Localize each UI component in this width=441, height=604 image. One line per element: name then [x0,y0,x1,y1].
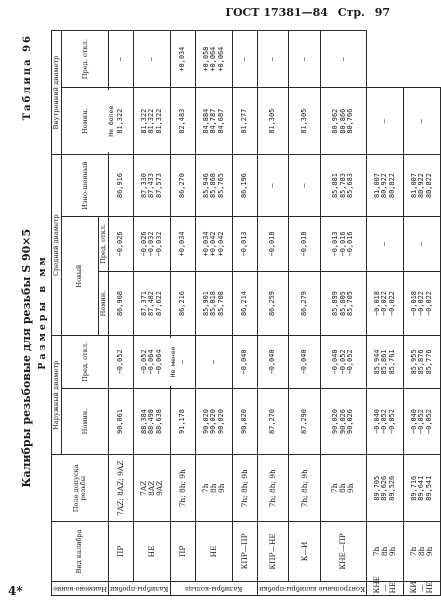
middle-nomin-value: 86,279 [299,291,308,316]
header-middle-diameter: Средний диаметр [52,155,62,336]
middle-worn-cell [109,155,134,217]
tolerance-cell [367,522,404,582]
middle-nomin-cell [367,336,404,388]
tolerance-value: 7h; 8h; 9h [299,469,309,508]
rotated-content-area [20,28,435,596]
outer-dev-cell [109,336,134,388]
group-label-cell [109,581,171,595]
middle-dev-value: −0,026 [116,231,125,257]
middle-dev-value: +0,034 [201,231,210,257]
group-label: Контрольные калибры-пробки [259,584,366,593]
middle-dev-cell [109,217,134,272]
middle-worn-value: — [299,183,308,188]
middle-nomin-value: 87,482 [147,291,156,316]
tolerance-value: 9AZ [155,480,165,496]
tolerance-value: 9h [217,483,227,493]
middle-dev-cell [171,217,196,272]
inner-dev-value: — [338,57,347,62]
outer-dev-value: −0,052 [380,409,389,434]
tolerance-cell [233,455,258,522]
middle-worn-value: 85,783 [338,173,347,198]
middle-worn-cell [196,155,233,217]
inner-nomin-cell [196,88,233,155]
tolerance-value: 9h [346,483,356,493]
outer-nomin-value: 90,026 [346,409,355,434]
outer-nomin-value: 90,026 [338,409,347,434]
middle-nomin-value: 85,861 [380,349,389,375]
middle-worn-value: 85,881 [331,173,340,198]
outer-dev-cell [171,336,196,388]
outer-dev-value: — [178,359,187,365]
inner-dev-value: — [417,119,426,124]
inner-dev-cell [134,31,171,88]
inner-nomin-value: 80,866 [338,108,347,134]
middle-worn-cell [404,217,441,272]
middle-worn-cell [171,155,196,217]
middle-worn-value: 85,683 [346,173,355,198]
middle-nomin-value: 85,899 [331,291,340,316]
outer-dev-cell [196,336,233,388]
middle-dev-value: −0,022 [417,291,426,316]
inner-dev-value: +0,064 [216,46,225,72]
middle-nomin-cell [404,336,441,388]
table-note: Не менее [170,338,177,385]
middle-nomin-value: 85,876 [417,349,426,375]
tolerance-cell [404,522,441,582]
outer-nomin-cell [320,388,366,455]
tolerance-value: 7h; 8h; 9h [268,469,278,508]
middle-dev-value: −0,022 [387,291,396,316]
gauge-type-cell: НЕ [196,522,233,582]
middle-nomin-cell [258,271,289,335]
inner-dev-cell [171,31,196,88]
header-inner-diameter: Внутренний диаметр [52,31,62,155]
middle-worn-value: 85,946 [201,173,210,198]
outer-nomin-value: 90,020 [209,409,218,434]
header-inner-dev: Пред. откл. [62,31,109,88]
header-middle-worn: Изно-шенный [62,155,109,217]
page-label: Стр. [337,6,365,19]
tolerance-value: 7h [409,546,419,557]
gauge-type-cell: КИ—НЕ [404,581,441,595]
middle-dev-cell [233,217,258,272]
tolerance-cell [289,455,320,522]
inner-nomin-value: 81,305 [268,108,277,134]
middle-nomin-cell [171,271,196,335]
page-number: 97 [374,6,390,19]
middle-dev-value: −0,032 [154,231,163,257]
middle-worn-cell [367,217,404,272]
tolerance-value: 8h [209,483,219,493]
header-outer-diameter: Наружный диаметр [52,336,62,455]
tolerance-cell [196,455,233,522]
table-row [404,31,441,596]
inner-nomin-value: 82,483 [178,108,187,134]
header-inner-nomin: Номин. [62,88,109,155]
middle-dev-value: −0,022 [424,291,433,316]
middle-worn-cell [258,155,289,217]
middle-dev-cell [367,271,404,335]
middle-dev-cell [134,217,171,272]
outer-dev-cell [233,336,258,388]
inner-nomin-cell [367,155,404,217]
middle-nomin-value: 86,259 [268,291,277,316]
header-outer-nomin: Номин. [62,388,109,455]
middle-worn-value: 85,765 [216,173,225,198]
inner-dev-value: — [116,57,125,62]
outer-nomin-cell [289,388,320,455]
outer-nomin-cell [367,455,404,522]
inner-dev-cell [367,88,404,155]
outer-dev-value: −0,064 [147,349,156,375]
middle-nomin-value: 85,818 [209,291,218,316]
middle-dev-value: −0,016 [346,231,355,257]
tolerance-value: 7h; 8h; 9h [240,469,250,508]
inner-nomin-value: 80,962 [331,108,340,134]
middle-dev-value: −0,018 [299,231,308,257]
outer-dev-cell [258,336,289,388]
gauge-type-cell: КНЕ—ПР [320,522,366,582]
middle-nomin-cell [134,271,171,335]
gauge-type-cell: ПР [171,522,196,582]
middle-nomin-value: 87,622 [154,291,163,316]
outer-nomin-value: 90,020 [216,409,225,434]
inner-dev-value: — [147,57,156,62]
gauge-type-cell: К—И [289,522,320,582]
table-row [289,31,320,596]
middle-nomin-value: 85,761 [387,349,396,375]
inner-dev-value: — [380,119,389,124]
tolerance-value: 7h [330,483,340,493]
middle-worn-cell [289,155,320,217]
outer-dev-value: −0,052 [338,349,347,375]
inner-nomin-cell [289,88,320,155]
gauge-type-cell: КПР—НЕ [258,522,289,582]
outer-nomin-value: 88,384 [139,409,148,434]
middle-nomin-value: 85,776 [424,349,433,375]
inner-dev-cell [289,31,320,88]
tolerance-cell [320,455,366,522]
outer-nomin-cell [134,388,171,455]
outer-nomin-value: 87,270 [268,409,277,434]
inner-nomin-cell [320,88,366,155]
middle-dev-value: −0,018 [372,291,381,316]
middle-nomin-value: 86,214 [240,291,249,316]
tolerance-value: 7h [372,546,382,557]
table-row [109,31,134,596]
middle-dev-cell [196,217,233,272]
table-subcaption: Размеры в мм [37,254,48,370]
outer-nomin-cell [258,388,289,455]
middle-nomin-cell [289,271,320,335]
header-type: Вид калибра [52,522,109,582]
outer-dev-value: −0,052 [346,349,355,375]
header-middle-dev: Пред. откл. [98,217,108,272]
group-label: Калибры-пробки [110,584,169,593]
inner-nomin-value: 84,687 [216,108,225,134]
tolerance-cell [171,455,196,522]
outer-dev-value: −0,040 [268,349,277,375]
tolerance-value: 8h [380,546,390,557]
outer-dev-value: −0,052 [139,349,148,375]
middle-nomin-cell [233,271,258,335]
table-caption: Калибры резьбовые для резьбы S 90×5 [20,228,33,488]
inner-nomin-value: 84,884 [201,108,210,134]
inner-dev-cell [109,31,134,88]
outer-nomin-value: 90,020 [240,409,249,434]
tolerance-value: 8h [417,546,427,557]
tolerance-cell [109,455,134,522]
inner-nomin-value: 81,322 [116,108,125,134]
middle-nomin-value: 85,805 [338,291,347,316]
table-row [258,31,289,596]
inner-nomin-cell [134,88,171,155]
middle-worn-value: — [417,241,426,247]
middle-worn-value: 87,330 [139,173,148,198]
middle-dev-value: −0,022 [380,291,389,316]
table-number: Таблица 96 [22,34,33,121]
tolerance-value: 8h [338,483,348,493]
middle-dev-cell [404,271,441,335]
tolerance-cell [134,455,171,522]
middle-dev-cell [320,217,366,272]
header-middle-nomin: Номин. [98,271,108,335]
middle-nomin-value: 86,216 [178,291,187,316]
outer-dev-cell [320,336,366,388]
middle-dev-value: −0,016 [338,231,347,257]
inner-nomin-value: 80,922 [417,173,426,198]
middle-nomin-value: 85,708 [216,291,225,316]
header-outer-dev: Пред. откл. [62,336,109,388]
middle-dev-value: +0,034 [178,231,187,257]
tolerance-value: 7AZ; 8AZ; 9AZ [116,460,126,516]
outer-nomin-value: 89,641 [417,475,426,501]
outer-nomin-value: 87,290 [299,409,308,434]
middle-worn-value: — [268,183,277,188]
inner-dev-cell [404,88,441,155]
outer-dev-cell [134,336,171,388]
inner-nomin-value: 81,322 [139,108,148,134]
outer-dev-value: −0,052 [116,349,125,375]
inner-dev-cell [320,31,366,88]
inner-nomin-value: 81,277 [240,108,249,134]
table-row [134,31,171,596]
outer-nomin-cell [404,455,441,522]
middle-nomin-cell [320,271,366,335]
middle-nomin-value: 87,371 [139,291,148,316]
middle-nomin-value: 85,901 [201,291,210,316]
inner-dev-value: +0,064 [209,46,218,72]
group-label-cell [258,581,367,595]
inner-nomin-cell [258,88,289,155]
outer-nomin-value: 89,541 [424,475,433,501]
outer-dev-value: — [209,359,218,365]
page-footer-mark: 4* [8,584,23,598]
table-row [196,31,233,596]
inner-nomin-cell [171,88,196,155]
outer-nomin-cell [171,388,196,455]
group-label: Калибры-кольца [185,584,243,593]
outer-dev-value: −0,052 [424,409,433,434]
inner-nomin-cell [404,155,441,217]
inner-dev-cell [258,31,289,88]
outer-dev-value: −0,040 [372,409,381,434]
outer-dev-value: −0,052 [417,409,426,434]
caption-row [20,28,37,596]
middle-nomin-value: 86,968 [116,291,125,316]
inner-nomin-value: 81,305 [299,108,308,134]
table-row [233,31,258,596]
header-tolerance: Поле допуска резьбы [52,455,109,522]
outer-dev-value: −0,040 [331,349,340,375]
tolerance-value: 7AZ [139,480,149,496]
middle-worn-value: 86,196 [240,173,249,198]
inner-dev-cell [196,31,233,88]
gauge-table [51,30,441,596]
middle-worn-cell [233,155,258,217]
inner-dev-value: — [268,57,277,62]
table-row [320,31,366,596]
gauge-type-cell: КНЕ—НЕ [367,581,404,595]
tolerance-cell [258,455,289,522]
tolerance-value: 8AZ [147,480,157,496]
gauge-type-cell: НЕ [134,522,171,582]
outer-nomin-value: 89,705 [372,475,381,501]
gost-designation: ГОСТ 17381—84 [225,6,328,19]
inner-nomin-value: 80,822 [387,173,396,198]
group-label-cell [171,581,258,595]
middle-nomin-value: 85,955 [409,349,418,375]
tolerance-value: 7h [201,483,211,493]
middle-dev-cell [289,217,320,272]
middle-worn-value: 87,433 [147,173,156,198]
header-middle-new: Новый [62,217,99,336]
outer-dev-cell [367,388,404,455]
inner-dev-value: — [240,57,249,62]
outer-nomin-value: 90,061 [116,409,125,434]
page-header [0,6,390,19]
middle-dev-value: −0,013 [240,231,249,257]
outer-nomin-cell [109,388,134,455]
outer-dev-cell [404,388,441,455]
middle-dev-value: −0,013 [331,231,340,257]
outer-dev-value: −0,040 [240,349,249,375]
inner-dev-cell [233,31,258,88]
middle-dev-value: −0,026 [139,231,148,257]
inner-nomin-value: 84,787 [209,108,218,134]
rotated-table-block [20,28,435,596]
middle-worn-value: 86,916 [116,173,125,198]
table-row [367,31,404,596]
middle-worn-value: 85,868 [209,173,218,198]
middle-nomin-cell [196,271,233,335]
gauge-type-cell: ПР [109,522,134,582]
middle-nomin-value: 85,944 [372,349,381,375]
outer-nomin-value: 90,020 [201,409,210,434]
middle-dev-value: +0,042 [209,231,218,257]
outer-nomin-value: 91,178 [178,409,187,434]
inner-nomin-cell [233,88,258,155]
outer-nomin-value: 88,498 [147,409,156,434]
table-row [171,31,196,596]
tolerance-value: 7h; 8h; 9h [178,469,188,508]
outer-nomin-value: 89,626 [380,475,389,501]
middle-dev-value: −0,032 [147,231,156,257]
inner-nomin-value: 80,766 [346,108,355,134]
table-note: Не более [108,90,115,152]
middle-worn-value: — [380,241,389,247]
inner-dev-value: — [299,57,308,62]
middle-dev-value: −0,018 [268,231,277,257]
middle-nomin-value: 85,705 [346,291,355,316]
outer-dev-value: −0,040 [299,349,308,375]
outer-dev-value: −0,052 [387,409,396,434]
middle-dev-value: +0,042 [216,231,225,257]
middle-worn-value: 87,573 [154,173,163,198]
middle-worn-cell [134,155,171,217]
outer-nomin-value: 90,020 [331,409,340,434]
table-body [109,31,441,596]
inner-nomin-value: 81,322 [154,108,163,134]
tolerance-value: 9h [388,546,398,557]
inner-nomin-value: 81,322 [147,108,156,134]
header-name: Наимено-вание [52,581,109,595]
outer-nomin-cell [233,388,258,455]
outer-nomin-value: 89,716 [409,475,418,501]
inner-dev-value: +0,058 [201,46,210,72]
middle-dev-cell [258,217,289,272]
outer-dev-value: −0,040 [409,409,418,434]
inner-dev-value: +0,034 [178,46,187,72]
header-row-1 [52,31,62,596]
gauge-type-cell: КПР—ПР [233,522,258,582]
outer-dev-value: −0,064 [154,349,163,375]
inner-nomin-value: 81,007 [372,173,381,198]
inner-nomin-value: 81,007 [409,173,418,198]
outer-nomin-value: 88,638 [154,409,163,434]
middle-worn-cell [320,155,366,217]
inner-nomin-value: 80,822 [424,173,433,198]
outer-dev-cell [289,336,320,388]
middle-nomin-cell [109,271,134,335]
outer-nomin-cell [196,388,233,455]
outer-nomin-value: 89,526 [387,475,396,501]
middle-dev-value: −0,018 [409,291,418,316]
inner-nomin-value: 80,922 [380,173,389,198]
middle-worn-value: 86,270 [178,173,187,198]
inner-nomin-cell [109,88,134,155]
tolerance-value: 9h [425,546,435,557]
